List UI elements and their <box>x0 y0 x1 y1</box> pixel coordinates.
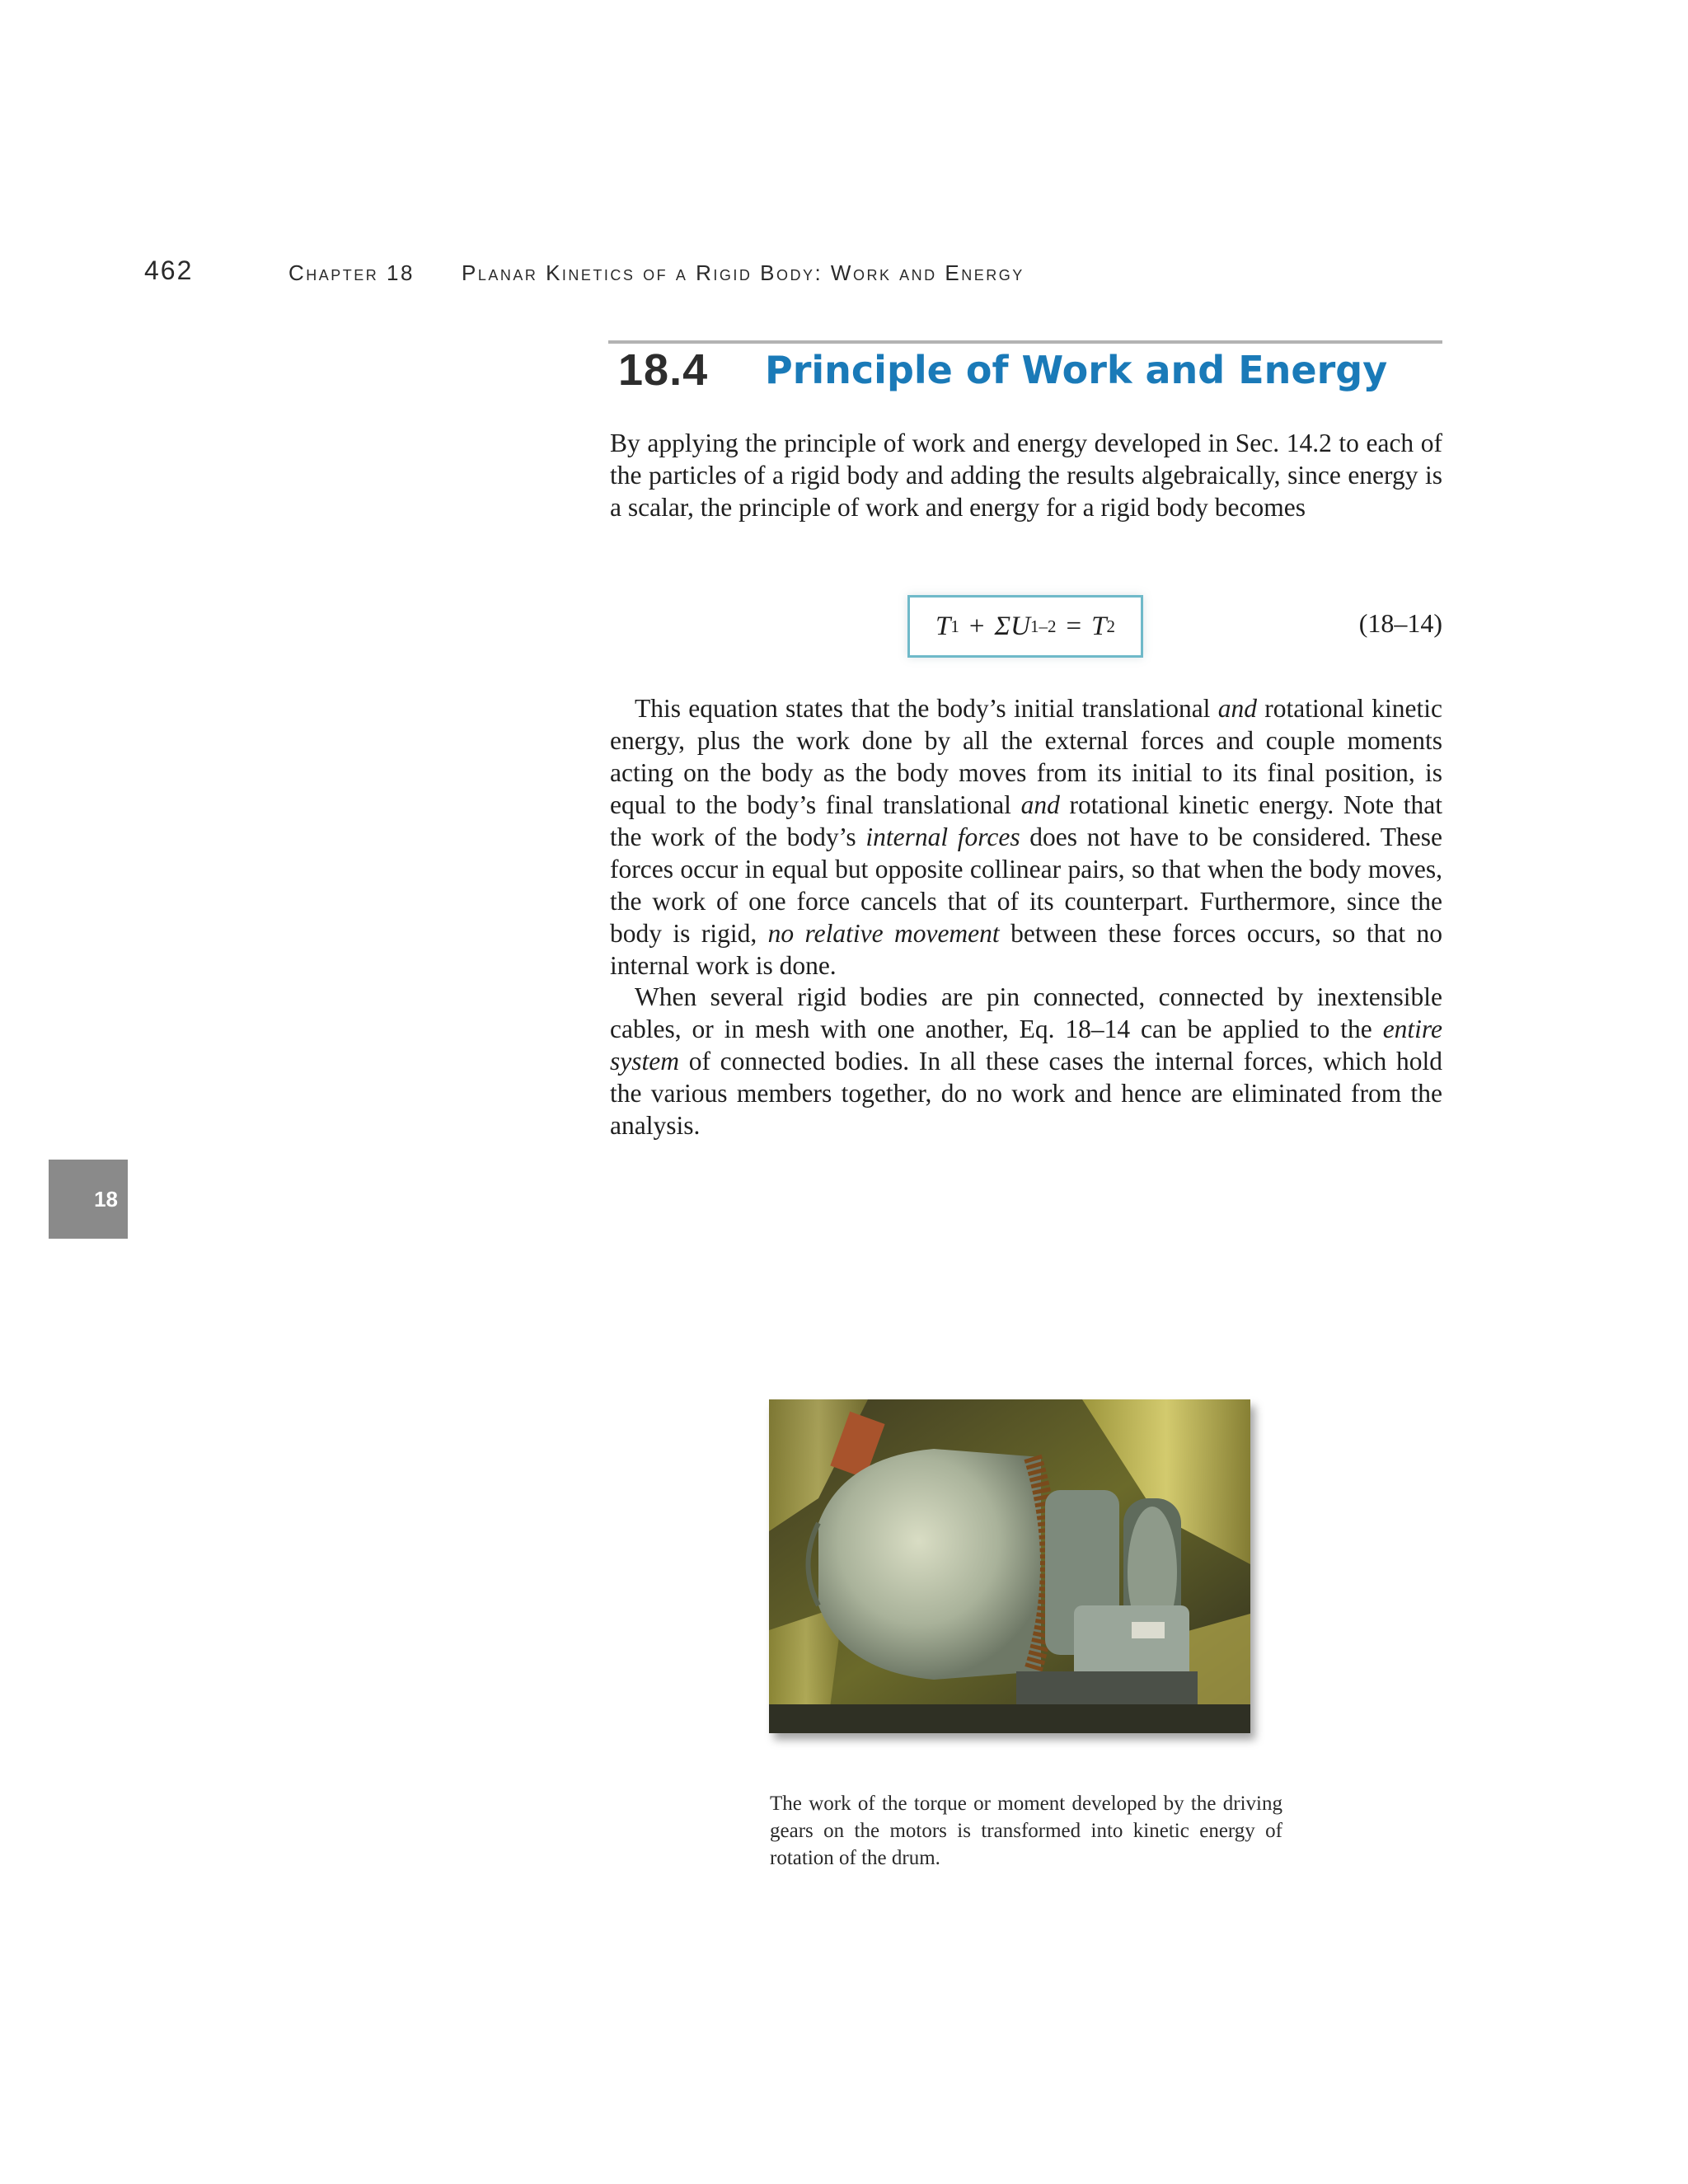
p2-emphasis-no-relative-movement: no relative movement <box>767 919 1000 948</box>
paragraph-intro: By applying the principle of work and energy developed in Sec. 14.2 to each of the particles of a rigid body and adding the results algebraically, since energy is a scalar, the principle of work and energy for a rigid body becomes <box>610 429 1442 522</box>
eq-t2: T <box>1091 611 1107 641</box>
p3-text-a: When several rigid bodies are pin connected, connected by inextensible cables, or in mesh with one another, Eq. 18–14 can be applied to the <box>610 982 1442 1043</box>
p2-emphasis-and-1: and <box>1217 694 1257 723</box>
chapter-label: Chapter 18 <box>288 260 415 285</box>
eq-t1-sub: 1 <box>950 616 959 636</box>
p2-emphasis-and-2: and <box>1020 790 1060 819</box>
p2-text-b: rotational kinetic energy, plus the work done by all the external forces and couple moments acting on the body as the body moves from its initial to its final position, is equal to the body’s final translational <box>610 694 1442 819</box>
p2-text-c: rotational kinetic energy. Note that the work of the body’s <box>610 790 1442 851</box>
eq-sum-sub: 1–2 <box>1029 616 1057 636</box>
paragraph-explanation <box>610 692 1442 982</box>
eq-sum-u: ΣU <box>994 611 1030 641</box>
p3-emphasis-entire-system: entire system <box>610 1015 1442 1076</box>
page-number: 462 <box>144 255 194 285</box>
chapter-thumb-tab <box>49 1160 128 1239</box>
p2-text-a: This equation states that the body’s initial translational <box>635 694 1218 723</box>
section-number: 18.4 <box>618 345 709 395</box>
mixer-drum-photo <box>769 1399 1250 1733</box>
mixer-drum-illustration <box>769 1399 1250 1733</box>
p3-text-b: of connected bodies. In all these cases the internal forces, which hold the various members together, do no work and hence are eliminated from the analysis. <box>610 1047 1442 1140</box>
chapter-tab-label: 18 <box>94 1186 118 1212</box>
equation-number: (18–14) <box>1358 608 1442 638</box>
p2-text-d: does not have to be considered. These forces occur in equal but opposite collinear pairs, so that when the body moves, the work of one force cancels that of its counterpart. Furthermore, since the body is rigid, <box>610 823 1442 948</box>
eq-t2-sub: 2 <box>1106 616 1115 636</box>
section-rule <box>608 340 1442 344</box>
p2-text-e: between these forces occurs, so that no internal work is done. <box>610 919 1442 980</box>
eq-plus: + <box>968 611 985 641</box>
paragraph-systems <box>610 981 1442 1141</box>
running-head <box>144 255 1688 297</box>
section-title: Principle of Work and Energy <box>765 348 1388 392</box>
eq-equals: = <box>1066 611 1082 641</box>
eq-t1: T <box>935 611 951 641</box>
equation-box <box>907 595 1143 658</box>
chapter-title: Planar Kinetics of a Rigid Body: Work and Energy <box>462 260 1025 285</box>
photo-caption: The work of the torque or moment developed by the driving gears on the motors is transformed into kinetic energy of rotation of the drum. <box>770 1793 1282 1869</box>
p2-emphasis-internal-forces: internal forces <box>865 823 1020 851</box>
